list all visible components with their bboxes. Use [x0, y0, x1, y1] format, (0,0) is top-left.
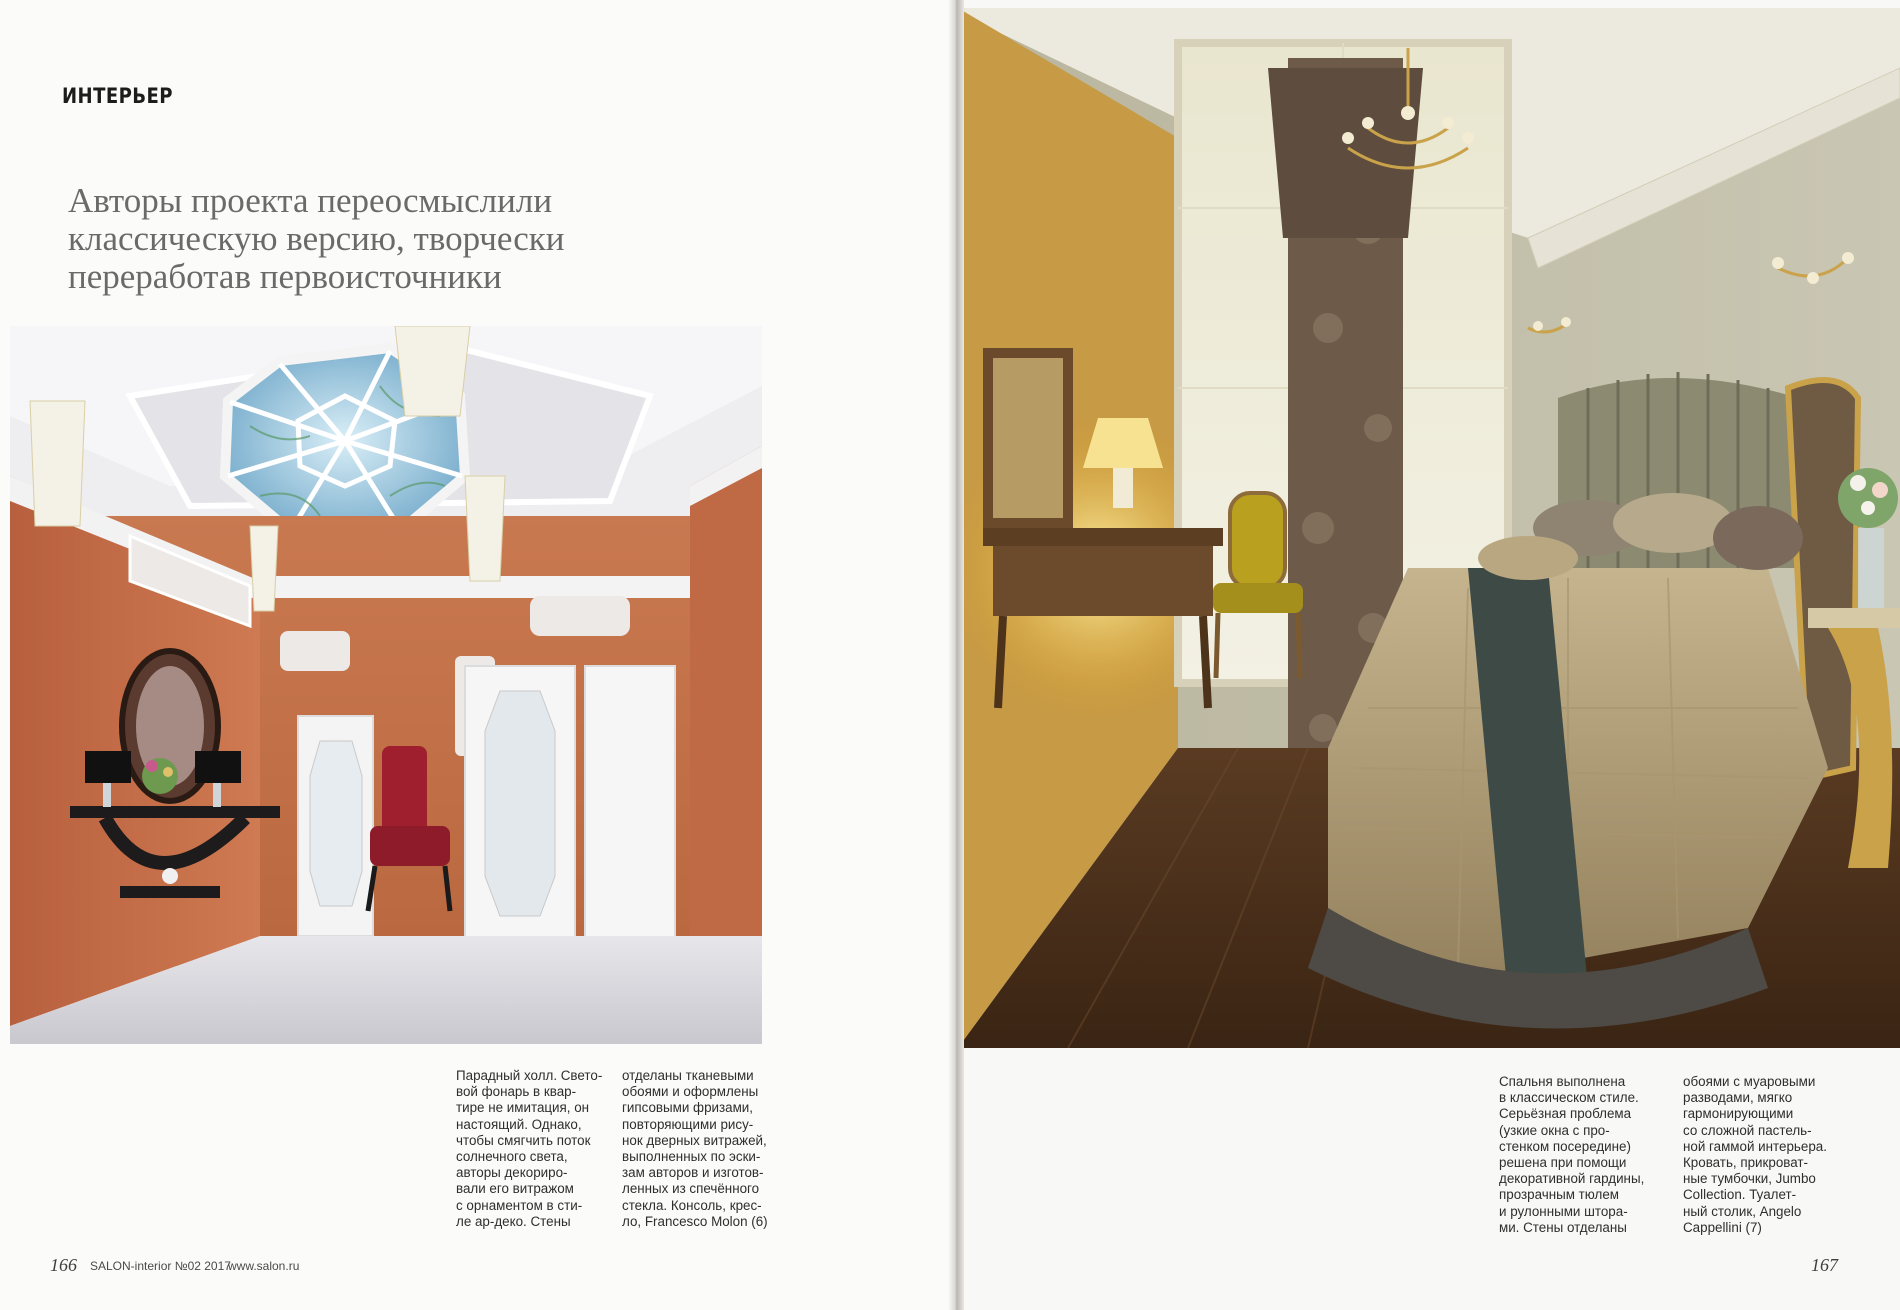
- section-rubric: ИНТЕРЬЕР: [62, 84, 173, 108]
- spread-gutter: [948, 0, 964, 1310]
- website-link[interactable]: www.salon.ru: [228, 1259, 300, 1273]
- hall-photo: [10, 326, 762, 1044]
- hall-caption-col2: отделаны тканевыми обоями и оформлены гипсовыми фризами, повторяющими рису- нок дверных витражей, выполненных по эски- зам авторов и изготов- ленных из спечённого стекла. Консоль, крес- ло, Francesco Molon (6): [622, 1068, 768, 1229]
- page-number-left: 166: [50, 1255, 77, 1275]
- headline-line: переработав первоисточники: [68, 257, 502, 296]
- bedroom-caption-col1: Спальня выполнена в классическом стиле. Серьёзная проблема (узкие окна с про- стенком посередине) решена при помощи декоративной гардины, прозрачным тюлем и рулонными штора- ми. Стены отделаны: [1499, 1074, 1645, 1235]
- headline-line: классическую версию, творчески: [68, 219, 565, 258]
- headline: [68, 182, 588, 296]
- page-number-right: 167: [1811, 1255, 1838, 1275]
- bedroom-photo: [955, 8, 1900, 1048]
- bedroom-caption-col2: обоями с муаровыми разводами, мягко гармонирующими со сложной пастель- ной гаммой интерьера. Кровать, прикроват- ные тумбочки, Jumbo Collection. Туалет- ный столик, Angelo Cappellini (7): [1683, 1074, 1827, 1235]
- right-page: [955, 0, 1900, 1310]
- hall-caption-col1: Парадный холл. Свето- вой фонарь в квар- тире не имитация, он настоящий. Однако, чтобы смягчить поток солнечного света, авторы декориро- вали его витражом с орнаментом в сти- ле ар-деко. Стены: [456, 1068, 603, 1229]
- magazine-issue: SALON-interior №02 2017: [90, 1259, 231, 1273]
- headline-line: Авторы проекта переосмыслили: [68, 181, 553, 220]
